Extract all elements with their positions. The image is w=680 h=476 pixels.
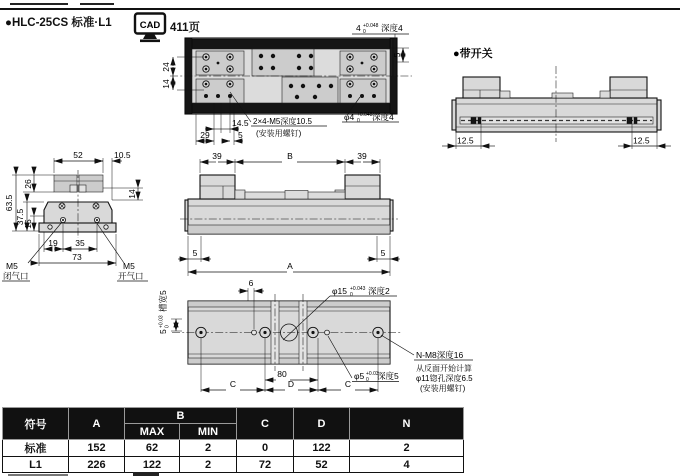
dim-63-5-label: 63.5: [4, 194, 14, 212]
cell-D: 122: [294, 440, 350, 457]
cell-A: 226: [69, 457, 125, 473]
cell-B-max: 122: [125, 457, 180, 473]
m5-callout-line1: 2×4-M5深度10.5: [253, 117, 312, 126]
dim-35-label: 35: [75, 238, 85, 248]
hole4-value: φ4: [344, 112, 355, 122]
cell-D: 52: [294, 457, 350, 473]
col-header-B: B: [125, 408, 237, 424]
cell-A: 152: [69, 440, 125, 457]
dim-5-right-label: 5: [380, 248, 386, 258]
hole15-depth: 深度2: [368, 286, 390, 296]
hole5-depth: 深度5: [377, 371, 399, 381]
col-header-B-min: MIN: [180, 424, 237, 440]
table-row-standard: [3, 440, 464, 457]
dim-15-label: 15: [23, 219, 33, 229]
cell-B-max: 62: [125, 440, 180, 457]
m5-callout-line2: (安装用螺钉): [256, 129, 302, 138]
dim-14-5-label: 14.5: [232, 118, 249, 128]
dim-B-label: B: [287, 151, 293, 161]
dimension-table: [2, 407, 464, 473]
dim-5-left-label: 5: [192, 248, 198, 258]
plan-view-drawing: [161, 23, 412, 145]
row-label: 标准: [3, 440, 69, 457]
dim-14-label: 14: [127, 189, 137, 199]
slot-width-label: [158, 290, 171, 334]
switch-side-view-drawing: [442, 46, 671, 149]
hole4-tolerance-lower: 0: [357, 118, 360, 124]
col-header-A: A: [69, 408, 125, 440]
cell-C: 0: [237, 440, 294, 457]
dim-26-label: 26: [23, 179, 33, 189]
table-row-L1: [3, 457, 464, 473]
hole15-value: φ15: [332, 286, 347, 296]
slot-width-value: 5: [158, 329, 168, 334]
dim-C-left-label: C: [229, 379, 237, 389]
port-open-name-label: 开气口: [118, 271, 144, 281]
hole5-value: φ5: [354, 371, 365, 381]
hole5-tolerance-upper: +0.03: [366, 371, 379, 377]
dim-14-label: 14: [161, 79, 171, 89]
slot-width-name: 槽宽5: [158, 290, 168, 312]
cell-B-min: 2: [180, 457, 237, 473]
dim-5-label: 5: [238, 130, 243, 140]
dim-10-5-label: 10.5: [114, 150, 131, 160]
n-callout-line2: 从反面开始计算: [416, 364, 472, 373]
front-view-drawing: [178, 151, 400, 276]
cell-B-min: 2: [180, 440, 237, 457]
col-header-C: C: [237, 408, 294, 440]
dim-73-label: 73: [72, 252, 82, 262]
slot4-depth: 深度4: [381, 23, 403, 33]
dim-80-label: 80: [277, 369, 287, 379]
port-close-thread-label: M5: [6, 261, 18, 271]
switch-section-label: ●带开关: [453, 48, 493, 60]
hole4-tolerance-upper: +0.048: [357, 112, 373, 118]
slot-width-tolerance-lower: 0: [164, 325, 171, 328]
col-header-N: N: [350, 408, 464, 440]
col-header-symbol: 符号: [3, 408, 69, 440]
n-callout-line1: N-M8深度16: [416, 350, 464, 360]
cell-N: 4: [350, 457, 464, 473]
dim-37-5-label: 37.5: [15, 208, 25, 226]
dim-12-5-right-label: 12.5: [633, 135, 650, 146]
dim-D-label: D: [287, 379, 295, 389]
slot4-tolerance-upper: +0.048: [363, 23, 379, 29]
n-callout-line4: (安装用螺钉): [420, 384, 466, 393]
col-header-D: D: [294, 408, 350, 440]
page-title: ●HLC-25CS 标准·L1: [5, 17, 112, 29]
hole15-tolerance-upper: +0.043: [350, 286, 366, 292]
dim-A-label: A: [287, 261, 293, 271]
dim-39-right-label: 39: [357, 151, 367, 161]
port-open-thread-label: M5: [123, 261, 135, 271]
slot4-value: 4: [356, 23, 361, 33]
slot4-tolerance-lower: 0: [363, 29, 366, 35]
dim-29-label: 29: [200, 130, 210, 140]
dim-5-right-label: 5: [392, 52, 402, 58]
end-view-drawing: [2, 150, 148, 281]
dim-39-left-label: 39: [212, 151, 222, 161]
cell-C: 72: [237, 457, 294, 473]
dim-12-5-left-label: 12.5: [457, 135, 474, 146]
cell-N: 2: [350, 440, 464, 457]
port-close-name-label: 闭气口: [3, 271, 29, 281]
col-header-B-max: MAX: [125, 424, 180, 440]
hole15-tolerance-lower: 0: [350, 292, 353, 298]
bottom-view-drawing: [158, 278, 473, 393]
n-callout-line3: φ11锪孔深度6.5: [416, 374, 473, 383]
row-label: L1: [3, 457, 69, 473]
hole5-tolerance-lower: 0: [366, 377, 369, 383]
cad-icon-label: CAD: [139, 20, 161, 31]
dim-C-right-label: C: [344, 379, 352, 389]
dim-19-label: 19: [48, 238, 58, 248]
dim-24-label: 24: [161, 62, 171, 72]
slot-width-tolerance-upper: +0.03: [158, 315, 165, 328]
cutoff-artifact: [133, 472, 159, 476]
dim-52-label: 52: [73, 150, 83, 160]
page-reference: 411页: [170, 22, 201, 34]
dim-6-label: 6: [248, 278, 254, 288]
hole4-depth: 深度4: [372, 112, 394, 122]
